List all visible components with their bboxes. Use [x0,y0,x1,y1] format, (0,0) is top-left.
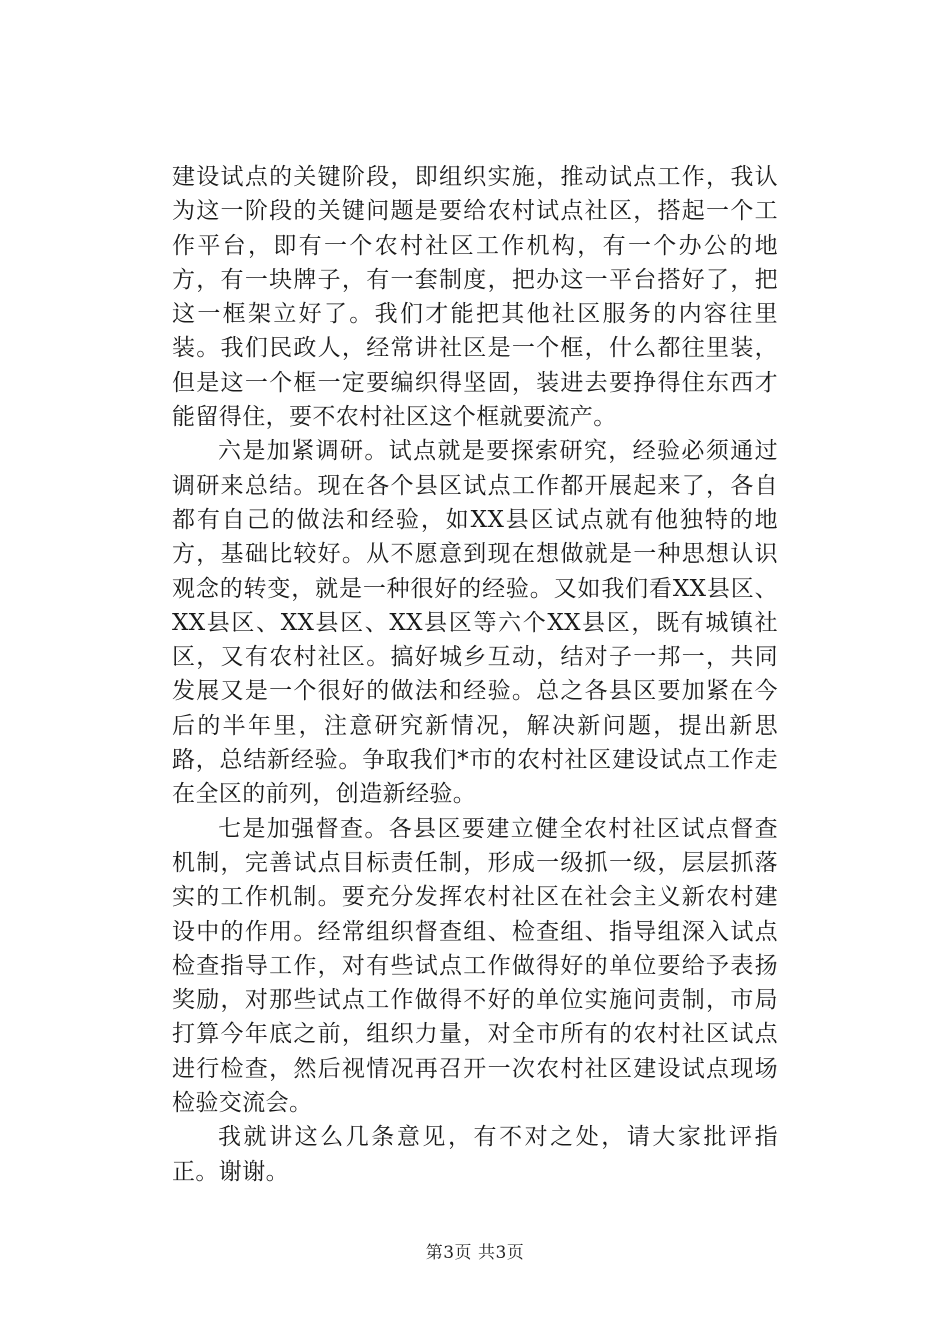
page-number-footer: 第3页 共3页 [425,1243,525,1263]
paragraph-research: 六是加紧调研。试点就是要探索研究，经验必须通过调研来总结。现在各个县区试点工作都开展起来了，各自都有自己的做法和经验，如XX县区试点就有他独特的地方，基础比较好。从不愿意到现在想做就是一种思想认识观念的转变，就是一种很好的经验。又如我们看XX县区、XX县区、XX县区、XX县区等六个XX县区，既有城镇社区，又有农村社区。搞好城乡互动，结对子一邦一，共同发展又是一个很好的做法和经验。总之各县区要加紧在今后的半年里，注意研究新情况，解决新问题，提出新思路，总结新经验。争取我们*市的农村社区建设试点工作走在全区的前列，创造新经验。 [172,438,778,808]
paragraph-continuation: 建设试点的关键阶段，即组织实施，推动试点工作，我认为这一阶段的关键问题是要给农村试点社区，搭起一个工作平台，即有一个农村社区工作机构，有一个办公的地方，有一块牌子，有一套制度，把办这一平台搭好了，把这一框架立好了。我们才能把其他社区服务的内容往里装。我们民政人，经常讲社区是一个框，什么都往里装，但是这一个框一定要编织得坚固，装进去要挣得住东西才能留得住，要不农村社区这个框就要流产。 [172,164,778,431]
paragraph-closing: 我就讲这么几条意见，有不对之处，请大家批评指正。谢谢。 [172,1124,778,1185]
paragraph-supervision: 七是加强督查。各县区要建立健全农村社区试点督查机制，完善试点目标责任制，形成一级抓一级，层层抓落实的工作机制。要充分发挥农村社区在社会主义新农村建设中的作用。经常组织督查组、检查组、指导组深入试点检查指导工作，对有些试点工作做得好的单位要给予表扬奖励，对那些试点工作做得不好的单位实施问责制，市局打算今年底之前，组织力量，对全市所有的农村社区试点进行检查，然后视情况再召开一次农村社区建设试点现场检验交流会。 [172,815,778,1117]
document-body [172,160,778,1189]
